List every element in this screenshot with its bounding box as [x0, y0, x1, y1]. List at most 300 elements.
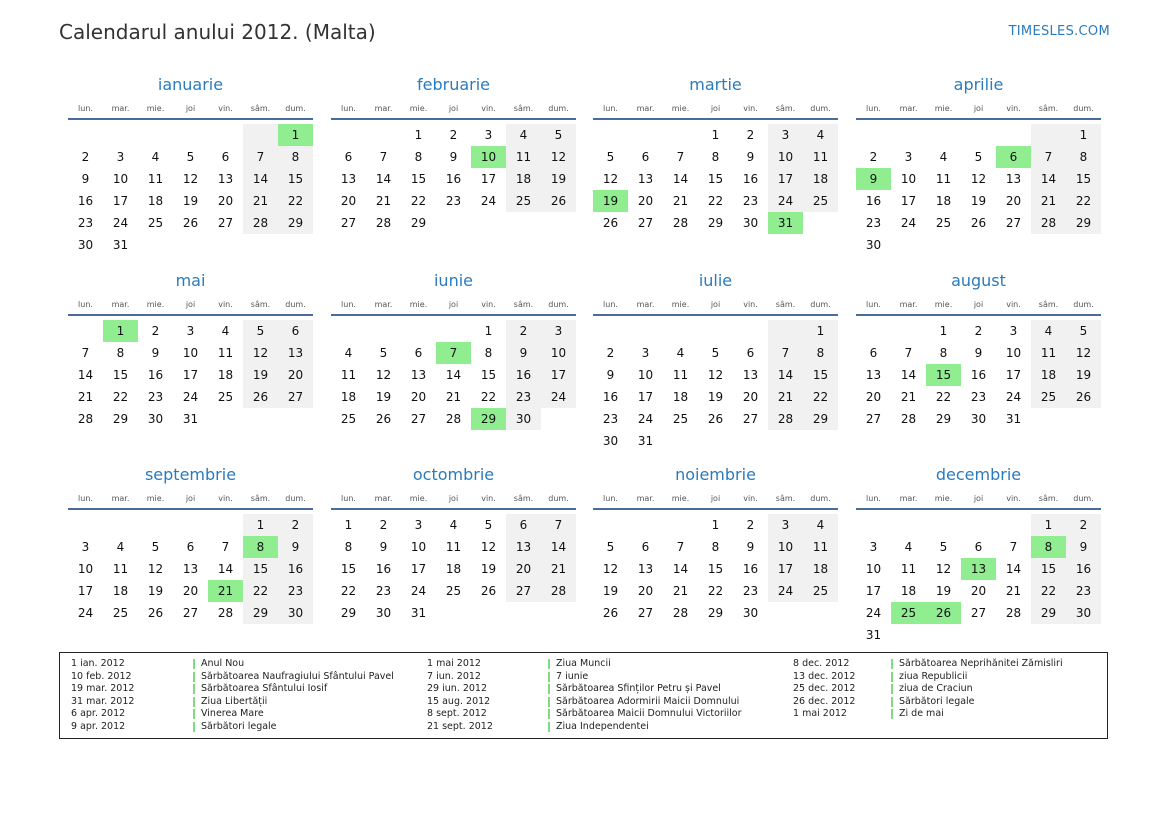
day-cell: 11: [803, 146, 838, 168]
month-ianuarie: [68, 75, 313, 256]
day-cell: 6: [869, 346, 878, 360]
day-cell: 24: [182, 390, 199, 404]
month-name: iunie: [433, 271, 473, 290]
weekday-label: mar.: [899, 300, 918, 309]
weekday-label: mar.: [111, 300, 130, 309]
weekday-label: dum.: [285, 104, 306, 113]
day-cell: 8: [484, 346, 493, 360]
empty-cell: [173, 124, 208, 146]
day-cell: 30: [506, 408, 541, 430]
day-cell: 28: [672, 606, 689, 620]
day-cell: 3: [904, 150, 913, 164]
day-cell: 2: [278, 514, 313, 536]
day-cell: 15: [340, 562, 357, 576]
day-cell: 15: [707, 562, 724, 576]
weekday-label: lun.: [603, 104, 618, 113]
empty-cell: [541, 602, 576, 624]
empty-cell: [1066, 408, 1101, 430]
weekday-header: [593, 296, 838, 316]
empty-cell: [138, 124, 173, 146]
holiday-day: 26: [926, 602, 961, 624]
day-cell: 1: [344, 518, 353, 532]
day-cell: 23: [742, 584, 759, 598]
day-cell: 23: [865, 216, 882, 230]
day-cell: 26: [243, 386, 278, 408]
legend-date: 7 iun. 2012: [427, 670, 481, 682]
empty-cell: [436, 602, 471, 624]
day-cell: 24: [112, 216, 129, 230]
empty-cell: [768, 430, 803, 452]
weekday-label: joi: [710, 104, 721, 113]
weekday-label: joi: [973, 104, 984, 113]
weekday-label: lun.: [78, 494, 93, 503]
day-cell: 24: [77, 606, 94, 620]
weekday-label: joi: [973, 300, 984, 309]
legend-holiday-name: Zi de mai: [891, 709, 944, 719]
month-name: martie: [689, 75, 742, 94]
empty-cell: [856, 124, 891, 146]
day-cell: 25: [340, 412, 357, 426]
day-cell: 12: [602, 172, 619, 186]
empty-cell: [243, 234, 278, 256]
day-cell: 14: [768, 364, 803, 386]
day-cell: 9: [974, 346, 983, 360]
empty-cell: [506, 212, 541, 234]
day-cell: 8: [344, 540, 353, 554]
day-cell: 12: [480, 540, 497, 554]
weekday-label: mie.: [671, 494, 690, 503]
day-cell: 4: [803, 124, 838, 146]
day-cell: 14: [672, 562, 689, 576]
weekday-label: lun.: [866, 300, 881, 309]
day-cell: 6: [746, 346, 755, 360]
day-cell: 23: [1066, 580, 1101, 602]
legend-row: [427, 696, 757, 709]
day-cell: 8: [414, 150, 423, 164]
day-cell: 2: [151, 324, 160, 338]
weekday-label: dum.: [1073, 104, 1094, 113]
day-cell: 11: [900, 562, 917, 576]
day-cell: 25: [445, 584, 462, 598]
empty-cell: [1031, 408, 1066, 430]
day-cell: 18: [1031, 364, 1066, 386]
day-cell: 5: [1066, 320, 1101, 342]
day-cell: 28: [1031, 212, 1066, 234]
empty-cell: [803, 602, 838, 624]
weekday-label: joi: [448, 104, 459, 113]
day-cell: 5: [711, 346, 720, 360]
holiday-day: 7: [436, 342, 471, 364]
day-cell: 27: [340, 216, 357, 230]
day-cell: 1: [484, 324, 493, 338]
day-cell: 4: [116, 540, 125, 554]
weekday-label: sâm.: [513, 104, 534, 113]
day-cell: 14: [375, 172, 392, 186]
legend-row: [427, 721, 757, 734]
day-cell: 11: [217, 346, 234, 360]
day-cell: 10: [182, 346, 199, 360]
day-cell: 25: [506, 190, 541, 212]
day-cell: 18: [900, 584, 917, 598]
day-cell: 14: [1031, 168, 1066, 190]
day-cell: 26: [602, 606, 619, 620]
day-cell: 24: [1005, 390, 1022, 404]
day-cell: 19: [147, 584, 164, 598]
day-cell: 8: [116, 346, 125, 360]
day-cell: 8: [711, 150, 720, 164]
day-cell: 16: [602, 390, 619, 404]
legend-date: 15 aug. 2012: [427, 695, 491, 707]
day-cell: 22: [480, 390, 497, 404]
day-cell: 9: [449, 150, 458, 164]
day-cell: 17: [768, 558, 803, 580]
day-cell: 2: [81, 150, 90, 164]
weekday-label: lun.: [603, 494, 618, 503]
weekday-header: [593, 100, 838, 120]
day-cell: 10: [768, 536, 803, 558]
day-cell: 19: [602, 584, 619, 598]
day-cell: 4: [904, 540, 913, 554]
empty-cell: [471, 602, 506, 624]
day-cell: 5: [939, 540, 948, 554]
weekday-label: sâm.: [1038, 104, 1059, 113]
day-cell: 17: [900, 194, 917, 208]
empty-cell: [733, 430, 768, 452]
days-grid: [331, 320, 576, 430]
day-cell: 23: [506, 386, 541, 408]
day-cell: 5: [606, 540, 615, 554]
weekday-header: [856, 100, 1101, 120]
day-cell: 4: [939, 150, 948, 164]
day-cell: 1: [414, 128, 423, 142]
empty-cell: [663, 430, 698, 452]
empty-cell: [1031, 124, 1066, 146]
empty-cell: [103, 514, 138, 536]
weekday-label: mar.: [374, 494, 393, 503]
empty-cell: [733, 320, 768, 342]
day-cell: 18: [672, 390, 689, 404]
weekday-label: sâm.: [250, 494, 271, 503]
legend-column: [793, 658, 1123, 721]
weekday-label: sâm.: [775, 494, 796, 503]
day-cell: 19: [935, 584, 952, 598]
day-cell: 20: [865, 390, 882, 404]
day-cell: 21: [77, 390, 94, 404]
day-cell: 16: [77, 194, 94, 208]
day-cell: 9: [379, 540, 388, 554]
month-noiembrie: [593, 465, 838, 624]
empty-cell: [891, 624, 926, 646]
legend-holiday-name: Ziua Libertății: [193, 697, 267, 707]
day-cell: 5: [606, 150, 615, 164]
holiday-day: 29: [471, 408, 506, 430]
legend-row: [71, 683, 401, 696]
day-cell: 21: [243, 190, 278, 212]
day-cell: 9: [746, 540, 755, 554]
day-cell: 25: [217, 390, 234, 404]
day-cell: 23: [375, 584, 392, 598]
day-cell: 20: [340, 194, 357, 208]
empty-cell: [891, 320, 926, 342]
day-cell: 13: [278, 342, 313, 364]
day-cell: 20: [1005, 194, 1022, 208]
empty-cell: [698, 430, 733, 452]
day-cell: 30: [742, 606, 759, 620]
weekday-label: vin.: [1006, 300, 1021, 309]
day-cell: 3: [81, 540, 90, 554]
empty-cell: [996, 514, 1031, 536]
day-cell: 12: [243, 342, 278, 364]
day-cell: 26: [375, 412, 392, 426]
day-cell: 11: [506, 146, 541, 168]
weekday-header: [331, 296, 576, 316]
empty-cell: [1066, 624, 1101, 646]
site-link[interactable]: TIMESLES.COM: [1008, 24, 1110, 39]
legend-row: [793, 671, 1123, 684]
day-cell: 14: [1005, 562, 1022, 576]
day-cell: 25: [147, 216, 164, 230]
legend-date: 8 dec. 2012: [793, 658, 850, 669]
weekday-label: dum.: [548, 300, 569, 309]
day-cell: 3: [116, 150, 125, 164]
empty-cell: [243, 408, 278, 430]
day-cell: 26: [1066, 386, 1101, 408]
empty-cell: [961, 124, 996, 146]
empty-cell: [996, 234, 1031, 256]
legend-row: [427, 671, 757, 684]
day-cell: 31: [1005, 412, 1022, 426]
day-cell: 8: [939, 346, 948, 360]
day-cell: 9: [746, 150, 755, 164]
empty-cell: [541, 408, 576, 430]
legend-column: [427, 658, 757, 734]
day-cell: 7: [676, 150, 685, 164]
day-cell: 6: [344, 150, 353, 164]
day-cell: 20: [637, 194, 654, 208]
day-cell: 17: [768, 168, 803, 190]
empty-cell: [278, 234, 313, 256]
day-cell: 2: [974, 324, 983, 338]
day-cell: 15: [480, 368, 497, 382]
empty-cell: [436, 320, 471, 342]
empty-cell: [208, 514, 243, 536]
day-cell: 20: [970, 584, 987, 598]
month-iunie: [331, 271, 576, 430]
day-cell: 19: [243, 364, 278, 386]
empty-cell: [331, 124, 366, 146]
legend-date: 13 dec. 2012: [793, 670, 856, 682]
day-cell: 29: [112, 412, 129, 426]
day-cell: 9: [278, 536, 313, 558]
day-cell: 5: [974, 150, 983, 164]
day-cell: 16: [865, 194, 882, 208]
day-cell: 6: [506, 514, 541, 536]
day-cell: 18: [217, 368, 234, 382]
day-cell: 1: [711, 518, 720, 532]
day-cell: 31: [182, 412, 199, 426]
day-cell: 27: [742, 412, 759, 426]
day-cell: 19: [182, 194, 199, 208]
day-cell: 1: [243, 514, 278, 536]
weekday-header: [68, 100, 313, 120]
day-cell: 26: [970, 216, 987, 230]
day-cell: 3: [768, 514, 803, 536]
holiday-day: 15: [926, 364, 961, 386]
day-cell: 14: [217, 562, 234, 576]
day-cell: 3: [541, 320, 576, 342]
day-cell: 19: [541, 168, 576, 190]
empty-cell: [68, 320, 103, 342]
day-cell: 16: [506, 364, 541, 386]
legend-date: 25 dec. 2012: [793, 683, 856, 695]
day-cell: 3: [414, 518, 423, 532]
day-cell: 24: [410, 584, 427, 598]
weekday-label: lun.: [866, 494, 881, 503]
day-cell: 30: [1066, 602, 1101, 624]
day-cell: 14: [445, 368, 462, 382]
day-cell: 29: [243, 602, 278, 624]
day-cell: 18: [445, 562, 462, 576]
day-cell: 13: [410, 368, 427, 382]
month-name: decembrie: [935, 465, 1022, 484]
weekday-label: mie.: [409, 300, 428, 309]
day-cell: 4: [221, 324, 230, 338]
day-cell: 25: [803, 190, 838, 212]
day-cell: 28: [77, 412, 94, 426]
weekday-label: mie.: [934, 494, 953, 503]
day-cell: 6: [221, 150, 230, 164]
days-grid: [68, 514, 313, 624]
day-cell: 22: [1031, 580, 1066, 602]
month-name: ianuarie: [157, 75, 224, 94]
empty-cell: [1066, 234, 1101, 256]
day-cell: 29: [707, 216, 724, 230]
weekday-label: lun.: [866, 104, 881, 113]
weekday-header: [331, 490, 576, 510]
weekday-label: mie.: [409, 104, 428, 113]
day-cell: 16: [742, 172, 759, 186]
day-cell: 20: [182, 584, 199, 598]
day-cell: 2: [746, 128, 755, 142]
day-cell: 7: [1009, 540, 1018, 554]
day-cell: 10: [865, 562, 882, 576]
day-cell: 3: [768, 124, 803, 146]
day-cell: 9: [506, 342, 541, 364]
day-cell: 27: [970, 606, 987, 620]
holiday-day: 25: [891, 602, 926, 624]
weekday-label: dum.: [548, 104, 569, 113]
day-cell: 29: [1066, 212, 1101, 234]
day-cell: 15: [707, 172, 724, 186]
empty-cell: [138, 514, 173, 536]
weekday-label: lun.: [341, 494, 356, 503]
day-cell: 25: [935, 216, 952, 230]
day-cell: 28: [445, 412, 462, 426]
day-cell: 4: [676, 346, 685, 360]
legend-row: [71, 721, 401, 734]
day-cell: 24: [768, 190, 803, 212]
day-cell: 17: [541, 364, 576, 386]
month-iulie: [593, 271, 838, 452]
empty-cell: [996, 124, 1031, 146]
legend-holiday-name: Sărbători legale: [891, 697, 975, 707]
day-cell: 28: [768, 408, 803, 430]
legend-holiday-name: Ziua Independentei: [548, 722, 649, 732]
day-cell: 12: [935, 562, 952, 576]
legend-row: [793, 696, 1123, 709]
empty-cell: [961, 624, 996, 646]
legend-row: [71, 708, 401, 721]
day-cell: 5: [151, 540, 160, 554]
day-cell: 12: [375, 368, 392, 382]
day-cell: 9: [1066, 536, 1101, 558]
empty-cell: [593, 514, 628, 536]
legend-date: 10 feb. 2012: [71, 670, 132, 682]
legend-holiday-name: Sărbătoarea Adormirii Maicii Domnului: [548, 697, 739, 707]
empty-cell: [856, 320, 891, 342]
weekday-header: [68, 490, 313, 510]
day-cell: 4: [151, 150, 160, 164]
day-cell: 17: [112, 194, 129, 208]
day-cell: 18: [147, 194, 164, 208]
day-cell: 27: [865, 412, 882, 426]
empty-cell: [996, 624, 1031, 646]
days-grid: [331, 514, 576, 624]
day-cell: 11: [672, 368, 689, 382]
day-cell: 30: [375, 606, 392, 620]
day-cell: 29: [707, 606, 724, 620]
month-name: iulie: [698, 271, 733, 290]
month-februarie: [331, 75, 576, 234]
holiday-day: 1: [278, 124, 313, 146]
day-cell: 19: [375, 390, 392, 404]
day-cell: 16: [970, 368, 987, 382]
day-cell: 28: [217, 606, 234, 620]
day-cell: 2: [1066, 514, 1101, 536]
holiday-day: 31: [768, 212, 803, 234]
weekday-label: vin.: [218, 300, 233, 309]
day-cell: 18: [506, 168, 541, 190]
empty-cell: [803, 212, 838, 234]
day-cell: 27: [217, 216, 234, 230]
day-cell: 11: [445, 540, 462, 554]
days-grid: [331, 124, 576, 234]
empty-cell: [628, 124, 663, 146]
legend-date: 26 dec. 2012: [793, 695, 856, 707]
day-cell: 21: [1005, 584, 1022, 598]
month-aprilie: [856, 75, 1101, 256]
day-cell: 22: [410, 194, 427, 208]
day-cell: 16: [278, 558, 313, 580]
empty-cell: [68, 514, 103, 536]
day-cell: 3: [484, 128, 493, 142]
weekday-label: mie.: [146, 494, 165, 503]
legend-date: 8 sept. 2012: [427, 708, 487, 720]
empty-cell: [768, 320, 803, 342]
day-cell: 13: [217, 172, 234, 186]
day-cell: 12: [970, 172, 987, 186]
weekday-label: mie.: [671, 104, 690, 113]
day-cell: 24: [865, 606, 882, 620]
day-cell: 11: [803, 536, 838, 558]
day-cell: 24: [900, 216, 917, 230]
weekday-label: lun.: [341, 300, 356, 309]
day-cell: 21: [672, 584, 689, 598]
weekday-header: [593, 490, 838, 510]
weekday-label: joi: [185, 300, 196, 309]
day-cell: 19: [707, 390, 724, 404]
day-cell: 19: [1066, 364, 1101, 386]
